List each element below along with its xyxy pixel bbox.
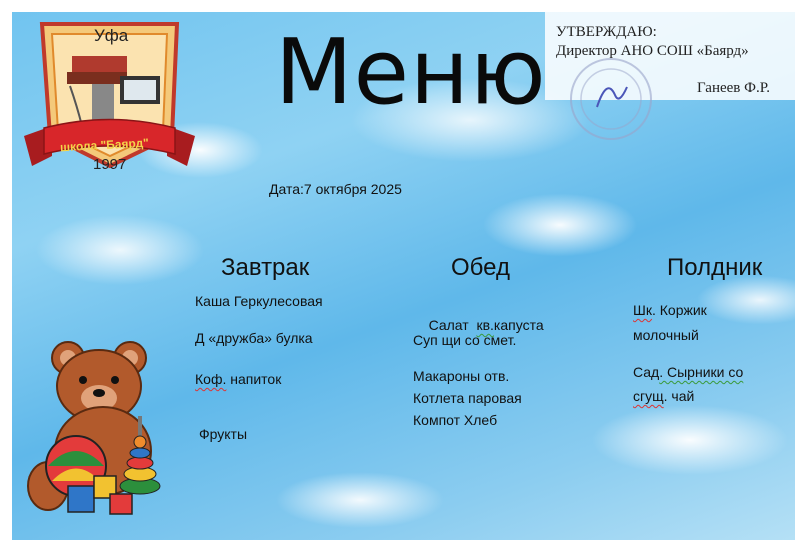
signature-icon: [597, 87, 627, 107]
snack-item-2-word: Сад: [633, 364, 660, 380]
breakfast-item-3-prefix: Коф.: [195, 371, 227, 387]
left-border: [0, 0, 12, 552]
snack-item-1: [633, 299, 707, 321]
director-name: Ганеев Ф.Р.: [697, 80, 770, 96]
breakfast-item-4: Фрукты: [199, 426, 248, 442]
right-border: [795, 0, 805, 552]
snack-item-1-line2: молочный: [633, 327, 699, 343]
snack-item-2-rest2: . чай: [663, 388, 695, 404]
snack-item-2-word2: сгущ: [633, 388, 664, 404]
breakfast-heading: Завтрак: [221, 254, 310, 281]
snack-item-1-word: Шк: [633, 302, 652, 318]
snack-item-2-rest: . Сырники со: [659, 364, 744, 380]
lunch-item-3: Макароны отв.: [413, 368, 510, 384]
snack-item-2-line2: [633, 385, 694, 407]
logo-year: 1997: [93, 156, 127, 173]
page-title: Меню: [275, 20, 547, 125]
breakfast-item-3: [195, 368, 281, 390]
approval-header: [556, 23, 749, 61]
book-icon: [72, 56, 127, 72]
logo-city: Уфа: [94, 26, 129, 45]
lunch-item-4: Котлета паровая: [413, 390, 522, 406]
bottom-border: [0, 540, 805, 552]
breakfast-item-2: Д «дружба» булка: [195, 330, 313, 346]
snack-item-2: [633, 361, 743, 383]
stamp-seal: [567, 57, 655, 141]
lunch-item-1-word: кв.: [476, 317, 494, 333]
lunch-item-5: Компот Хлеб: [413, 412, 498, 428]
breakfast-item-3-rest: напиток: [230, 371, 282, 387]
lunch-item-1-prefix: Салат: [428, 317, 477, 333]
lunch-item-1-suffix: капуста: [493, 317, 544, 333]
lunch-item-2: Суп щи со смет.: [413, 332, 517, 348]
snack-heading: Полдник: [667, 254, 763, 281]
teddy-bear-illustration: [18, 336, 178, 521]
logo-school-name: школа "Баярд": [59, 135, 150, 155]
breakfast-item-1: Каша Геркулесовая: [195, 293, 323, 309]
approval-line1: УТВЕРЖДАЮ:: [556, 24, 657, 40]
approval-line2: Директор АНО СОШ «Баярд»: [556, 43, 749, 59]
lunch-heading: Обед: [451, 254, 510, 281]
menu-date: Дата:7 октября 2025: [269, 181, 402, 197]
snack-item-1-rest: . Коржик: [651, 302, 707, 318]
